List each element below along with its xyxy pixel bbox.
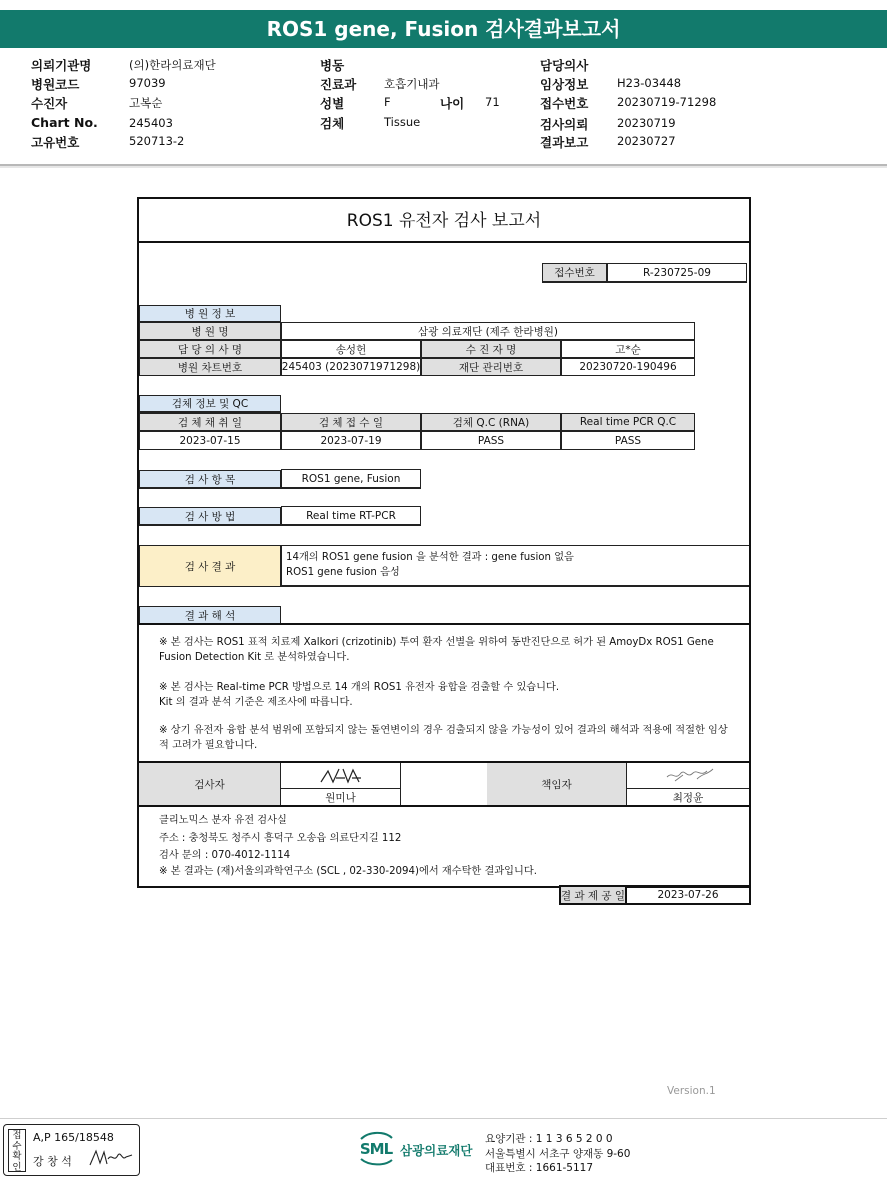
specimen-section-heading: 검체 정보 및 QC bbox=[139, 395, 281, 413]
request-date-label: 검사의뢰 bbox=[540, 117, 589, 132]
interpretation-p3-line2: 적 고려가 필요합니다. bbox=[159, 740, 258, 751]
ros1-report-document bbox=[137, 197, 751, 902]
patient-name-value: 고*순 bbox=[561, 340, 695, 358]
tester-name: 원미나 bbox=[281, 789, 401, 806]
interpretation-heading: 결 과 해 석 bbox=[139, 606, 281, 625]
patient-value: 고복순 bbox=[129, 96, 163, 110]
responsible-label: 책임자 bbox=[487, 763, 627, 806]
ward-label: 병동 bbox=[320, 58, 345, 73]
signature-bottom-border bbox=[139, 805, 749, 807]
interpretation-p2-line1: ※ 본 검사는 Real-time PCR 방법으로 14 개의 ROS1 유전자 융합을 검출할 수 있습니다. bbox=[159, 682, 560, 693]
clinical-info-value: H23-03448 bbox=[617, 76, 682, 90]
specimen-receipt-date: 2023-07-19 bbox=[281, 431, 421, 450]
care-code: 요양기관 : 1 1 3 6 5 2 0 0 bbox=[485, 1133, 613, 1145]
institution-value: (의)한라의료재단 bbox=[129, 58, 216, 72]
interpretation-p3-line1: ※ 상기 유전자 융합 분석 범위에 포함되지 않는 돌연변이의 경우 검출되지 않을 가능성이 있어 결과의 해석과 적용에 적절한 임상 bbox=[159, 725, 728, 736]
sml-logo bbox=[357, 1129, 395, 1167]
department-label: 진료과 bbox=[320, 77, 357, 92]
lab-name: 클리노믹스 분자 유전 검사실 bbox=[159, 815, 287, 826]
lab-phone: 검사 문의 : 070-4012-1114 bbox=[159, 850, 291, 861]
specimen-header-qc-rna: 검체 Q.C (RNA) bbox=[421, 413, 561, 431]
department-value: 호흡기내과 bbox=[384, 77, 440, 91]
org-name: 삼광의료재단 bbox=[400, 1143, 473, 1158]
unique-no-value: 520713-2 bbox=[129, 134, 185, 148]
doctor-label: 담당의사 bbox=[540, 58, 589, 73]
specimen-value: Tissue bbox=[384, 115, 421, 129]
provided-date-value: 2023-07-26 bbox=[627, 885, 751, 905]
request-date-value: 20230719 bbox=[617, 116, 676, 130]
receipt-no-label: 접수번호 bbox=[540, 96, 589, 111]
clinical-info-label: 임상정보 bbox=[540, 77, 589, 92]
doctor-name-label: 담 당 의 사 명 bbox=[139, 340, 281, 358]
chart-no-value: 245403 bbox=[129, 116, 173, 130]
hospital-code-value: 97039 bbox=[129, 76, 166, 90]
tester-label: 검사자 bbox=[139, 763, 281, 806]
foundation-no-label: 재단 관리번호 bbox=[421, 358, 561, 376]
specimen-header-collect: 검 체 채 취 일 bbox=[139, 413, 281, 431]
responsible-name: 최정윤 bbox=[672, 792, 704, 804]
patient-name-label: 수 진 자 명 bbox=[421, 340, 561, 358]
header-info bbox=[0, 54, 887, 166]
chart-no-label-cell: 병원 차트번호 bbox=[139, 358, 281, 376]
sml-logo-text: SML bbox=[359, 1140, 393, 1158]
patient-label: 수진자 bbox=[31, 96, 68, 111]
interpretation-p1-line2: Fusion Detection Kit 로 분석하였습니다. bbox=[159, 652, 350, 663]
test-method-value: Real time RT-PCR bbox=[281, 506, 421, 526]
org-address: 서울특별시 서초구 양재동 9-60 bbox=[485, 1148, 631, 1160]
specimen-collect-date: 2023-07-15 bbox=[139, 431, 281, 450]
responsible-signature bbox=[627, 763, 749, 789]
tester-signature bbox=[281, 763, 401, 789]
report-date-value: 20230727 bbox=[617, 134, 676, 148]
test-item-label: 검 사 항 목 bbox=[139, 470, 281, 489]
foundation-no-value: 20230720-190496 bbox=[561, 358, 695, 376]
institution-label: 의뢰기관명 bbox=[31, 58, 92, 73]
doctor-name-value: 송성헌 bbox=[281, 340, 421, 358]
org-phone: 대표번호 : 1661-5117 bbox=[485, 1162, 594, 1174]
interpretation-p1-line1: ※ 본 검사는 ROS1 표적 치료제 Xalkori (crizotinib) 투여 환자 선별을 위하여 동반진단으로 허가 된 AmoyDx ROS1 Gene bbox=[159, 637, 714, 648]
specimen-qc-rna-value: PASS bbox=[421, 431, 561, 450]
receipt-stamp-label: 접수확인 bbox=[8, 1129, 26, 1172]
age-value: 71 bbox=[485, 95, 500, 109]
provided-date-label: 결 과 제 공 일 bbox=[559, 885, 627, 905]
result-line-2: ROS1 gene fusion 음성 bbox=[286, 567, 400, 578]
result-label: 검 사 결 과 bbox=[139, 545, 281, 587]
report-title-bar: ROS1 gene, Fusion 검사결과보고서 bbox=[0, 10, 887, 48]
footer-divider bbox=[0, 1118, 887, 1119]
unique-no-label: 고유번호 bbox=[31, 135, 80, 150]
version-label: Version.1 bbox=[667, 1085, 716, 1097]
receipt-value: R-230725-09 bbox=[607, 263, 747, 283]
hospital-name-label: 병 원 명 bbox=[139, 322, 281, 340]
receipt-label: 접수번호 bbox=[542, 263, 608, 283]
ap-number: A,P 165/18548 bbox=[33, 1131, 114, 1144]
interpretation-divider bbox=[139, 623, 749, 625]
hospital-name-value: 삼광 의료재단 (제주 한라병원) bbox=[281, 322, 695, 340]
checker-name: 강 창 석 bbox=[33, 1155, 72, 1168]
chart-no-label: Chart No. bbox=[31, 115, 98, 130]
responsible-signature-mark bbox=[627, 763, 749, 789]
sex-label: 성별 bbox=[320, 96, 345, 111]
hospital-code-label: 병원코드 bbox=[31, 77, 80, 92]
specimen-header-receipt: 검 체 접 수 일 bbox=[281, 413, 421, 431]
tester-signature-mark bbox=[281, 763, 401, 789]
lab-address: 주소 : 충청북도 청주시 흥덕구 오송읍 의료단지길 112 bbox=[159, 833, 402, 844]
lab-note: ※ 본 결과는 (재)서울의과학연구소 (SCL , 02-330-2094)에서 재수탁한 결과입니다. bbox=[159, 866, 537, 877]
hospital-section-heading: 병 원 정 보 bbox=[139, 305, 281, 323]
test-item-value: ROS1 gene, Fusion bbox=[281, 469, 421, 489]
checker-signature-mark bbox=[88, 1147, 134, 1169]
receipt-stamp-box bbox=[3, 1124, 140, 1176]
test-method-label: 검 사 방 법 bbox=[139, 507, 281, 526]
chart-no-value-cell: 245403 (2023071971298) bbox=[281, 358, 421, 376]
report-heading: ROS1 유전자 검사 보고서 bbox=[139, 199, 749, 243]
specimen-pcr-qc-value: PASS bbox=[561, 431, 695, 450]
receipt-no-value: 20230719-71298 bbox=[617, 95, 717, 109]
age-label: 나이 bbox=[440, 96, 465, 111]
specimen-header-pcr-qc: Real time PCR Q.C bbox=[561, 413, 695, 431]
header-divider-shadow bbox=[0, 166, 887, 168]
report-date-label: 결과보고 bbox=[540, 135, 589, 150]
specimen-label: 검체 bbox=[320, 116, 345, 131]
result-line-1: 14개의 ROS1 gene fusion 을 분석한 결과 : gene fusion 없음 bbox=[286, 552, 574, 563]
sex-value: F bbox=[384, 95, 391, 109]
interpretation-p2-line2: Kit 의 결과 분석 기준은 제조사에 따릅니다. bbox=[159, 697, 353, 708]
